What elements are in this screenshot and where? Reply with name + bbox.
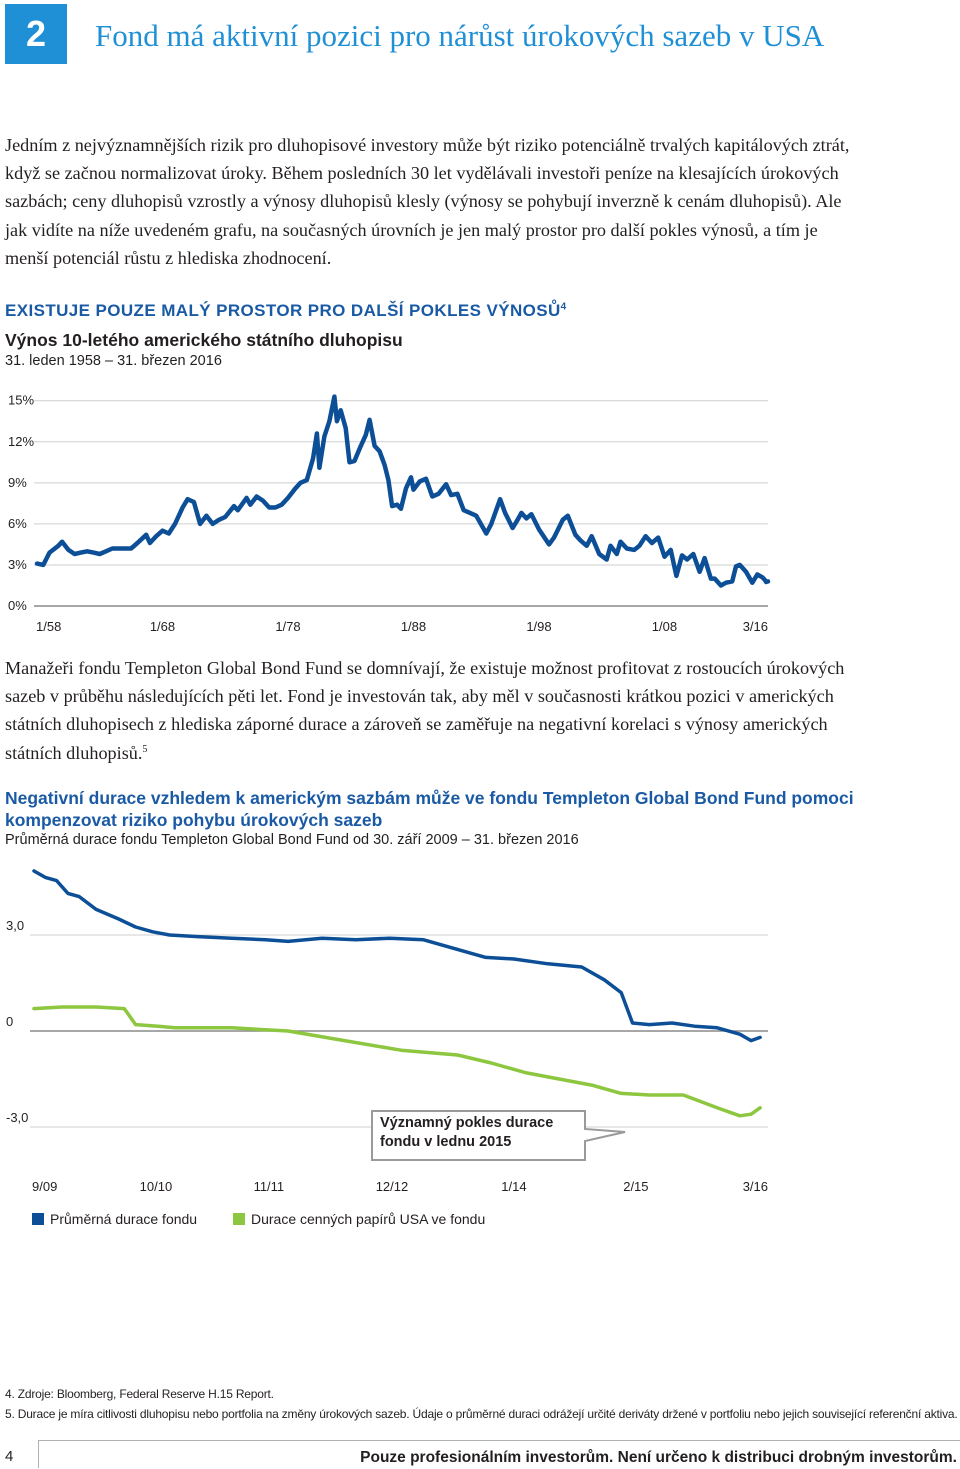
annotation-text: Významný pokles durace fondu v lednu 2015 (380, 1115, 554, 1150)
chart1-heading-text: EXISTUJE POUZE MALÝ PROSTOR PRO DALŠÍ POKLES VÝNOSŮ (5, 301, 561, 320)
chart1-heading (5, 301, 567, 321)
middle-paragraph (5, 654, 865, 767)
chart1-y-tick-labels (8, 393, 34, 613)
x-tick-label: 10/10 (139, 1179, 173, 1194)
legend-label-us-duration: Durace cenných papírů USA ve fondu (251, 1211, 486, 1227)
y-tick-label: 6% (8, 515, 27, 531)
section-title: Fond má aktivní pozici pro nárůst úrokových sazeb v USA (95, 18, 825, 53)
section-number-badge (5, 4, 67, 64)
chart1-heading-footnote-ref: 4 (560, 301, 567, 313)
chart2-y-tick-labels (6, 855, 28, 1125)
fund-duration-line (34, 871, 760, 1041)
y-tick-label: 9% (8, 474, 27, 490)
middle-paragraph-footnote-ref: 5 (142, 743, 148, 755)
chart1-subtitle: Výnos 10-letého amerického státního dluhopisu (5, 330, 403, 350)
chart2-subtitle: Průměrná durace fondu Templeton Global Bond Fund od 30. září 2009 – 31. březen 2016 (5, 832, 579, 848)
footnote-5: 5. Durace je míra citlivosti dluhopisu nebo portfolia na změny úrokových sazeb. Údaje o průměrné duraci odrážejí určité deriváty držené v portfoliu nebo jejich související referenční aktiva. (5, 1407, 958, 1421)
x-tick-label: 1/88 (400, 619, 427, 634)
x-tick-label: 9/09 (32, 1179, 58, 1194)
x-tick-label: 11/11 (253, 1179, 285, 1194)
legend-item-fund-duration (32, 1210, 197, 1228)
chart1-date-range: 31. leden 1958 – 31. březen 2016 (5, 353, 222, 369)
y-tick-label: -3,0 (6, 1110, 29, 1125)
y-tick-label: 0 (6, 1014, 14, 1029)
x-tick-label: 1/68 (149, 619, 176, 634)
chart2-annotation (372, 1111, 625, 1160)
section-number: 2 (25, 13, 47, 54)
x-tick-label: 3/16 (742, 1179, 768, 1194)
footer-disclaimer: Pouze profesionálním investorům. Není určeno k distribuci drobným investorům. (360, 1449, 957, 1466)
footnote-4: 4. Zdroje: Bloomberg, Federal Reserve H.15 Report. (5, 1387, 274, 1401)
fund-duration-chart (0, 855, 960, 1200)
legend-label-fund-duration: Průměrná durace fondu (50, 1211, 198, 1227)
treasury-yield-line (37, 397, 768, 586)
footer-rule (38, 1440, 960, 1441)
page-number: 4 (5, 1448, 14, 1465)
x-tick-label: 12/12 (375, 1179, 409, 1194)
y-tick-label: 3% (8, 556, 27, 572)
x-tick-label: 1/14 (501, 1179, 527, 1194)
x-tick-label: 1/78 (275, 619, 301, 634)
legend-swatch-fund-duration (32, 1213, 44, 1225)
x-tick-label: 2/15 (623, 1179, 649, 1194)
x-tick-label: 3/16 (742, 619, 768, 634)
chart1-x-tick-labels (36, 619, 768, 634)
y-tick-label: 0% (8, 598, 27, 613)
chart2-grid (30, 855, 768, 1127)
chart2-series (34, 871, 760, 1116)
x-tick-label: 1/08 (651, 619, 678, 634)
x-tick-label: 1/58 (36, 619, 62, 634)
treasury-yield-chart (0, 385, 960, 655)
chart1-series (37, 397, 768, 586)
y-tick-label: 3,0 (6, 918, 25, 933)
intro-paragraph: Jedním z nejvýznamnějších rizik pro dluhopisové investory může být riziko potenciálně trvalých kapitálových ztrát, když se začnou normalizovat úroky. Během posledních 30 let vydělávali investoři peníze na klesajících úrokových sazbách; ceny dluhopisů vzrostly a výnosy dluhopisů klesly (výnosy se pohybují inverzně k cenám dluhopisů). Ale jak vidíte na níže uvedeném grafu, na současných úrovních je jen malý prostor pro další pokles výnosů, a tím je menší potenciál růstu z hlediska zhodnocení. (5, 135, 850, 268)
x-tick-label: 1/98 (526, 619, 552, 634)
chart2-heading: Negativní durace vzhledem k americkým sazbám může ve fondu Templeton Global Bond Fund pomoci kompenzovat riziko pohybu úrokových sazeb (5, 788, 854, 830)
middle-paragraph-text: Manažeři fondu Templeton Global Bond Fund se domnívají, že existuje možnost profitovat z rostoucích úrokových sazeb v průběhu následujících pěti let. Fond je investován tak, aby měl v současnosti krátkou pozici v amerických státních dluhopisech z hlediska záporné durace a zároveň se zaměřuje na negativní korelaci s výnosy amerických státních dluhopisů. (5, 658, 845, 763)
chart2-x-tick-labels (32, 1179, 768, 1194)
legend-item-us-duration (233, 1210, 485, 1228)
y-tick-label: 12% (8, 433, 35, 449)
legend-swatch-us-duration (233, 1213, 245, 1225)
footer-divider (38, 1440, 39, 1468)
y-tick-label: 15% (8, 392, 35, 408)
